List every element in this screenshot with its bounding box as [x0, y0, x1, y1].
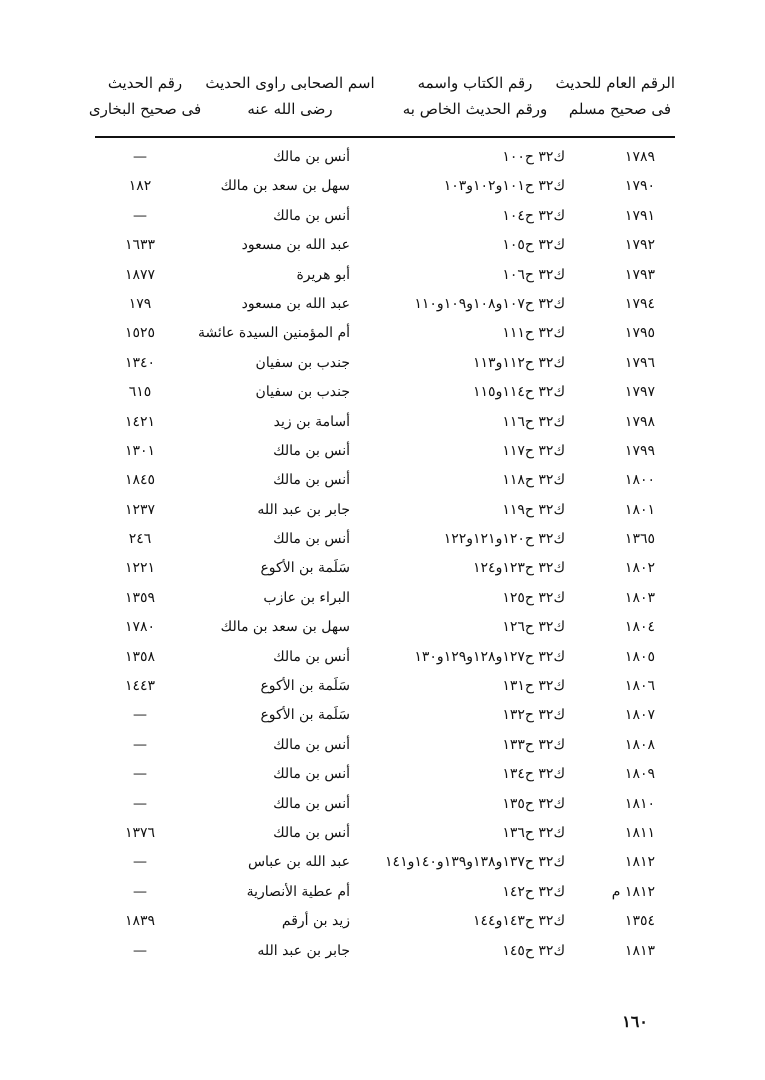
muslim-number-cell: ١٨٠٨ [624, 736, 655, 753]
narrator-cell: سهل بن سعد بن مالك [220, 619, 350, 636]
table-row [0, 378, 765, 407]
book-reference-cell: ك٣٢ ح١١١ [502, 325, 565, 342]
book-reference-cell: ك٣٢ ح١١٦ [502, 413, 565, 430]
table-row [0, 701, 765, 730]
hadith-table [0, 143, 765, 966]
narrator-cell: أنس بن مالك [273, 766, 350, 783]
table-row [0, 554, 765, 583]
muslim-number-cell: ١٧٩٧ [624, 384, 655, 401]
narrator-cell: أسامة بن زيد [273, 413, 350, 430]
muslim-number-cell: ١٧٩٥ [624, 325, 655, 342]
book-reference-cell: ك٣٢ ح١١٧ [502, 442, 565, 459]
table-row [0, 613, 765, 642]
bukhari-number-cell: ١٣٥٩ [124, 589, 156, 606]
bukhari-number-cell: ١٧٩ [128, 295, 152, 312]
header-narrator-line2: رضى الله عنه [247, 100, 333, 118]
bukhari-number-cell: — [133, 883, 147, 900]
bukhari-number-cell: ١٧٨٠ [124, 619, 156, 636]
narrator-cell: سَلَمة بن الأكوع [260, 678, 350, 695]
header-muslim-number [555, 70, 675, 134]
book-reference-cell: ك٣٢ ح١٣٧و١٣٨و١٣٩و١٤٠و١٤١ [385, 854, 565, 871]
book-reference-cell: ك٣٢ ح١٠٧و١٠٨و١٠٩و١١٠ [414, 295, 565, 312]
book-reference-cell: ك٣٢ ح١٠٤ [502, 207, 565, 224]
page-number: ١٦٠ [622, 1012, 648, 1031]
bukhari-number-cell: ١٢٢١ [124, 560, 156, 577]
narrator-cell: أنس بن مالك [273, 149, 350, 165]
muslim-number-cell: ١٧٩٨ [624, 413, 655, 430]
table-row [0, 143, 765, 172]
header-bukhari-number [85, 70, 205, 134]
muslim-number-cell: ١٧٩٠ [624, 178, 655, 195]
table-row [0, 172, 765, 201]
book-reference-cell: ك٣٢ ح١٢٦ [502, 619, 565, 636]
table-row [0, 437, 765, 466]
header-book-reference [390, 70, 560, 134]
header-bukhari-number-line1: رقم الحديث [107, 74, 183, 92]
narrator-cell: أنس بن مالك [273, 472, 350, 489]
book-reference-cell: ك٣٢ ح١٣٦ [502, 824, 565, 841]
muslim-number-cell: ١٨١١ [624, 824, 655, 841]
table-row [0, 819, 765, 848]
narrator-cell: جابر بن عبد الله [257, 501, 350, 518]
bukhari-number-cell: — [133, 795, 147, 812]
bukhari-number-cell: ١٣٠١ [124, 442, 156, 459]
narrator-cell: سَلَمة بن الأكوع [260, 707, 350, 724]
book-reference-cell: ك٣٢ ح١٣٤ [502, 766, 565, 783]
narrator-cell: زيد بن أرقم [281, 913, 350, 930]
book-reference-cell: ك٣٢ ح١٤٥ [502, 942, 565, 959]
bukhari-number-cell: ١٣٤٠ [124, 354, 156, 371]
table-row [0, 290, 765, 319]
header-book-reference-line1: رقم الكتاب واسمه [417, 74, 533, 92]
book-reference-cell: ك٣٢ ح١٣٢ [502, 707, 565, 724]
narrator-cell: أنس بن مالك [273, 531, 350, 548]
narrator-cell: أم المؤمنين السيدة عائشة [197, 325, 350, 342]
narrator-cell: أبو هريرة [296, 266, 350, 283]
header-bukhari-number-line2: فى صحيح البخارى [88, 100, 202, 118]
narrator-cell: سهل بن سعد بن مالك [220, 178, 350, 195]
narrator-cell: البراء بن عازب [263, 589, 350, 606]
book-reference-cell: ك٣٢ ح١٤٣و١٤٤ [473, 913, 565, 930]
bukhari-number-cell: ٦١٥ [128, 384, 152, 401]
bukhari-number-cell: — [133, 207, 147, 224]
muslim-number-cell: ١٨٠٢ [624, 560, 655, 577]
book-reference-cell: ك٣٢ ح١٠٦ [502, 266, 565, 283]
narrator-cell: أنس بن مالك [273, 648, 350, 665]
muslim-number-cell: ١٨٠٧ [624, 707, 655, 724]
narrator-cell: عبد الله بن مسعود [241, 237, 350, 254]
table-row [0, 584, 765, 613]
muslim-number-cell: ١٨٠٠ [624, 472, 655, 489]
book-reference-cell: ك٣٢ ح١١٢و١١٣ [473, 354, 565, 371]
narrator-cell: عبد الله بن عباس [247, 854, 350, 871]
table-row [0, 672, 765, 701]
table-row [0, 907, 765, 936]
bukhari-number-cell: ١٢٣٧ [124, 501, 156, 518]
bukhari-number-cell: — [133, 942, 147, 959]
table-row [0, 202, 765, 231]
narrator-cell: أنس بن مالك [273, 795, 350, 812]
narrator-cell: أم عطية الأنصارية [246, 883, 350, 900]
muslim-number-cell: ١٧٩١ [624, 207, 655, 224]
book-reference-cell: ك٣٢ ح١٣١ [502, 678, 565, 695]
bukhari-number-cell: ١٤٢١ [124, 413, 156, 430]
bukhari-number-cell: ١٨٧٧ [124, 266, 156, 283]
narrator-cell: أنس بن مالك [273, 736, 350, 753]
book-reference-cell: ك٣٢ ح١٢٠و١٢١و١٢٢ [443, 531, 565, 548]
table-row [0, 760, 765, 789]
table-row [0, 731, 765, 760]
table-row [0, 643, 765, 672]
bukhari-number-cell: ١٤٤٣ [124, 678, 156, 695]
header-rule [95, 136, 675, 138]
table-row [0, 790, 765, 819]
muslim-number-cell: ١٨٠٣ [624, 589, 655, 606]
bukhari-number-cell: ١٦٣٣ [124, 237, 156, 254]
bukhari-number-cell: ١٨٢ [128, 178, 152, 195]
bukhari-number-cell: — [133, 707, 147, 724]
narrator-cell: أنس بن مالك [273, 442, 350, 459]
book-reference-cell: ك٣٢ ح١٤٢ [502, 883, 565, 900]
header-narrator [205, 70, 375, 134]
narrator-cell: عبد الله بن مسعود [241, 295, 350, 312]
header-book-reference-line2: ورقم الحديث الخاص به [402, 100, 548, 118]
muslim-number-cell: ١٨١٢ [624, 854, 655, 871]
muslim-number-cell: ١٧٩٦ [624, 354, 655, 371]
table-row [0, 261, 765, 290]
muslim-number-cell: ١٧٩٤ [624, 295, 655, 312]
bukhari-number-cell: — [133, 736, 147, 753]
table-row [0, 408, 765, 437]
narrator-cell: سَلَمة بن الأكوع [260, 560, 350, 577]
muslim-number-cell: ١٨٠١ [624, 501, 655, 518]
narrator-cell: أنس بن مالك [273, 824, 350, 841]
book-reference-cell: ك٣٢ ح١١٤و١١٥ [473, 384, 565, 401]
book-reference-cell: ك٣٢ ح١٠٥ [502, 237, 565, 254]
table-row [0, 466, 765, 495]
muslim-number-cell: ١٧٩٩ [624, 442, 655, 459]
muslim-number-cell: ١٨١٠ [624, 795, 655, 812]
bukhari-number-cell: — [133, 149, 147, 165]
book-reference-cell: ك٣٢ ح١١٨ [502, 472, 565, 489]
bukhari-number-cell: ١٨٤٥ [124, 472, 156, 489]
muslim-number-cell: ١٣٦٥ [624, 531, 655, 548]
header-muslim-number-line2: فى صحيح مسلم [568, 100, 672, 118]
muslim-number-cell: ١٨١٣ [624, 942, 655, 959]
muslim-number-cell: ١٣٥٤ [624, 913, 655, 930]
narrator-cell: أنس بن مالك [273, 207, 350, 224]
book-reference-cell: ك٣٢ ح١٢٥ [502, 589, 565, 606]
header-muslim-number-line1: الرقم العام للحديث [555, 74, 675, 92]
muslim-number-cell: ١٨٠٤ [624, 619, 655, 636]
muslim-number-cell: ١٧٩٣ [624, 266, 655, 283]
bukhari-number-cell: ١٨٣٩ [124, 913, 156, 930]
bukhari-number-cell: ١٥٢٥ [124, 325, 156, 342]
muslim-number-cell: ١٨٠٥ [624, 648, 655, 665]
muslim-number-cell: ١٧٩٢ [624, 237, 655, 254]
bukhari-number-cell: — [133, 854, 147, 871]
narrator-cell: جندب بن سفيان [255, 354, 350, 371]
table-row [0, 848, 765, 877]
muslim-number-cell: ١٨١٢ م [611, 883, 655, 900]
book-reference-cell: ك٣٢ ح١١٩ [502, 501, 565, 518]
book-reference-cell: ك٣٢ ح١٣٣ [502, 736, 565, 753]
book-reference-cell: ك٣٢ ح١٠٠ [502, 149, 565, 165]
table-row [0, 319, 765, 348]
book-reference-cell: ك٣٢ ح١٠١و١٠٢و١٠٣ [443, 178, 565, 195]
header-narrator-line1: اسم الصحابى راوى الحديث [205, 74, 375, 92]
bukhari-number-cell: ١٣٥٨ [124, 648, 156, 665]
bukhari-number-cell: — [133, 766, 147, 783]
table-row [0, 231, 765, 260]
table-row [0, 349, 765, 378]
muslim-number-cell: ١٨٠٩ [624, 766, 655, 783]
table-row [0, 937, 765, 966]
book-reference-cell: ك٣٢ ح١٣٥ [502, 795, 565, 812]
bukhari-number-cell: ١٣٧٦ [124, 824, 156, 841]
table-row [0, 496, 765, 525]
muslim-number-cell: ١٧٨٩ [624, 149, 655, 165]
book-reference-cell: ك٣٢ ح١٢٣و١٢٤ [473, 560, 565, 577]
book-reference-cell: ك٣٢ ح١٢٧و١٢٨و١٢٩و١٣٠ [414, 648, 565, 665]
table-row [0, 525, 765, 554]
table-row [0, 878, 765, 907]
narrator-cell: جابر بن عبد الله [257, 942, 350, 959]
muslim-number-cell: ١٨٠٦ [624, 678, 655, 695]
bukhari-number-cell: ٢٤٦ [128, 531, 152, 548]
narrator-cell: جندب بن سفيان [255, 384, 350, 401]
